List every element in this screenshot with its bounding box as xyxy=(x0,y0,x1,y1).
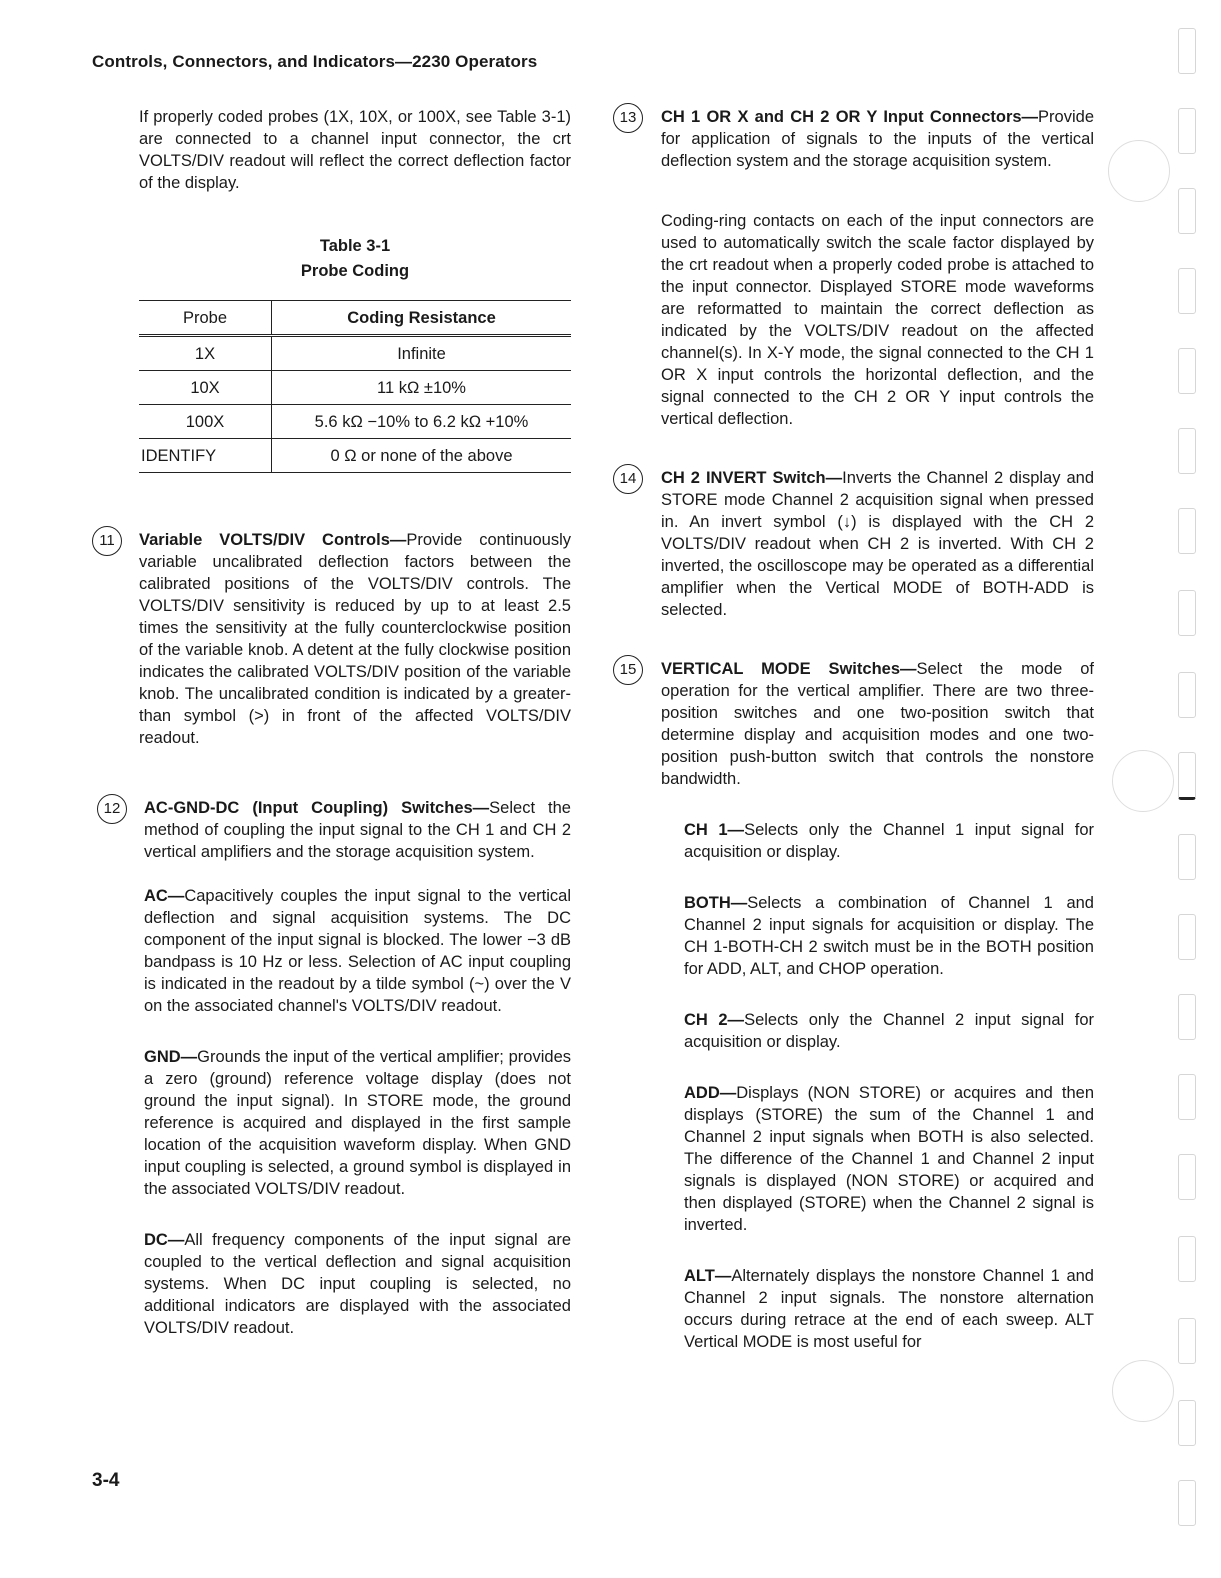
binder-tab xyxy=(1178,752,1196,800)
column-header-probe: Probe xyxy=(139,301,272,336)
definition-text: Displays (NON STORE) or acquires and then displays (STORE) the sum of the Channel 1 and Channel 2 input signals when BOTH is also selected. The difference of the Channel 1 and Channel 2 input signals is displayed (NON STORE) or acquired and then displayed (STORE) when the Channel 2 signal is inverted. xyxy=(684,1084,1094,1234)
coding-gnd-paragraph xyxy=(144,1046,571,1200)
table-title: Probe Coding xyxy=(300,262,410,280)
table-cell: 10X xyxy=(139,371,272,405)
definition-text: Alternately displays the nonstore Channel 1 and Channel 2 input signals. The nonstore alternation occurs during retrace at the end of each sweep. ALT Vertical MODE is most useful for xyxy=(684,1267,1094,1351)
item-title: CH 1 OR X and CH 2 OR Y Input Connectors— xyxy=(661,108,1039,126)
coding-dc-paragraph xyxy=(144,1229,571,1339)
binder-tab xyxy=(1178,672,1196,718)
definition-text: Selects only the Channel 1 input signal for acquisition or display. xyxy=(684,821,1094,861)
left-column xyxy=(99,106,571,1339)
table-number: Table 3-1 xyxy=(319,237,391,255)
table-row xyxy=(139,371,571,405)
item-number-badge: 13 xyxy=(613,103,643,133)
binder-tab xyxy=(1178,1400,1196,1446)
item-14 xyxy=(619,467,1094,621)
binder-tab xyxy=(1178,28,1196,74)
item-body: Select the method of coupling the input signal to the CH 1 and CH 2 vertical amplifiers and the storage acquisition system. xyxy=(144,799,571,861)
page-number: 3-4 xyxy=(92,1470,120,1491)
table-cell: IDENTIFY xyxy=(139,439,272,473)
table-row xyxy=(139,405,571,439)
item-15 xyxy=(619,658,1094,1353)
definition-text: All frequency components of the input signal are coupled to the vertical deflection and signal acquisition systems. When DC input coupling is selected, no additional indicators are displayed with the associated VOLTS/DIV readout. xyxy=(144,1231,571,1337)
binder-tab xyxy=(1178,1480,1196,1526)
item-body-continued: Coding-ring contacts on each of the input connectors are used to automatically switch the scale factor displayed by the crt readout when a properly coded probe is attached to the input connector. Displayed STORE mode waveforms are reformatted to maintain the correct deflection as indicated by the VOLTS/DIV readout on the affected channel(s). In X-Y mode, the signal connected to the CH 1 OR X input controls the horizontal deflection, and the signal connected to the CH 2 OR Y input controls the vertical deflection. xyxy=(661,212,1094,428)
item-body: Select the mode of operation for the vertical amplifier. There are two three-position switches and one two-position switch that determine display and acquisition modes and one two-position push-button switch that controls the nonstore bandwidth. xyxy=(661,660,1094,788)
binder-tab xyxy=(1178,108,1196,154)
intro-paragraph: If properly coded probes (1X, 10X, or 100X, see Table 3-1) are connected to a channel input connector, the crt VOLTS/DIV readout will reflect the correct deflection factor of the display. xyxy=(139,108,571,192)
binder-tab xyxy=(1178,834,1196,880)
item-title: CH 2 INVERT Switch— xyxy=(661,469,843,487)
coding-ac-paragraph xyxy=(144,885,571,1017)
term-dc: DC— xyxy=(144,1231,185,1249)
binder-tab xyxy=(1178,508,1196,554)
definition-text: Selects a combination of Channel 1 and Channel 2 input signals for acquisition or display. The CH 1-BOTH-CH 2 switch must be in the BOTH position for ADD, ALT, and CHOP operation. xyxy=(684,894,1094,978)
term-add: ADD— xyxy=(684,1084,737,1102)
item-12 xyxy=(103,797,571,1339)
table-cell: 11 kΩ ±10% xyxy=(377,379,466,397)
item-title: VERTICAL MODE Switches— xyxy=(661,660,917,678)
mode-both-paragraph xyxy=(684,892,1094,980)
item-title: Variable VOLTS/DIV Controls— xyxy=(139,531,407,549)
item-body: Provide continuously variable uncalibrated deflection factors between the calibrated positions of the VOLTS/DIV controls. The VOLTS/DIV sensitivity is reduced by up to at least 2.5 times the sensitivity at the fully counterclockwise position of the variable knob. A detent at the fully clockwise position indicates the calibrated VOLTS/DIV position of the variable knob. The uncalibrated condition is indicated by a greater-than symbol (>) in front of the affected VOLTS/DIV readout. xyxy=(139,531,571,747)
binder-tab xyxy=(1178,914,1196,960)
right-column xyxy=(614,106,1094,1353)
definition-text: Selects only the Channel 2 input signal for acquisition or display. xyxy=(684,1011,1094,1051)
binder-tab xyxy=(1178,1236,1196,1282)
item-body: Inverts the Channel 2 display and STORE mode Channel 2 acquisition signal when pressed in. An invert symbol (↓) is displayed with the CH 2 VOLTS/DIV readout when CH 2 is inverted. With CH 2 inverted, the oscilloscope may be operated as a differential amplifier when the Vertical MODE of BOTH-ADD is selected. xyxy=(661,469,1094,619)
binder-tab xyxy=(1178,268,1196,314)
term-ac: AC— xyxy=(144,887,185,905)
binder-tab xyxy=(1178,1318,1196,1364)
item-number-badge: 15 xyxy=(613,655,643,685)
term-ch1: CH 1— xyxy=(684,821,745,839)
table-header-row xyxy=(139,301,571,336)
term-gnd: GND— xyxy=(144,1048,198,1066)
term-ch2: CH 2— xyxy=(684,1011,745,1029)
table-cell: 100X xyxy=(139,405,272,439)
probe-coding-table xyxy=(139,300,571,473)
mode-alt-paragraph xyxy=(684,1265,1094,1353)
binder-hole xyxy=(1112,1360,1174,1422)
term-alt: ALT— xyxy=(684,1267,732,1285)
mode-ch1-paragraph xyxy=(684,819,1094,863)
binder-tab xyxy=(1178,994,1196,1040)
item-11 xyxy=(99,529,571,749)
term-both: BOTH— xyxy=(684,894,748,912)
binder-tab xyxy=(1178,428,1196,474)
mode-add-paragraph xyxy=(684,1082,1094,1236)
table-cell: 0 Ω or none of the above xyxy=(330,447,513,465)
mode-ch2-paragraph xyxy=(684,1009,1094,1053)
column-header-coding-resistance: Coding Resistance xyxy=(347,309,496,327)
table-caption xyxy=(139,234,571,284)
table-row xyxy=(139,439,571,473)
binder-tab xyxy=(1178,1154,1196,1200)
table-cell: 5.6 kΩ −10% to 6.2 kΩ +10% xyxy=(314,413,529,431)
table-row xyxy=(139,336,571,371)
binder-tab xyxy=(1178,188,1196,234)
table-cell: 1X xyxy=(139,336,272,371)
item-title: AC-GND-DC (Input Coupling) Switches— xyxy=(144,799,490,817)
binder-hole xyxy=(1112,750,1174,812)
definition-text: Grounds the input of the vertical amplifier; provides a zero (ground) reference voltage display (does not ground the input signal). In STORE mode, the ground reference is acquired and displayed in the first sample location of the acquisition waveform display. When GND input coupling is selected, a ground symbol is displayed in the associated VOLTS/DIV readout. xyxy=(144,1048,571,1198)
item-number-badge: 11 xyxy=(92,526,122,556)
binder-tab xyxy=(1178,1074,1196,1120)
table-cell: Infinite xyxy=(397,345,446,363)
binder-hole xyxy=(1108,140,1170,202)
definition-text: Capacitively couples the input signal to the vertical deflection and signal acquisition systems. The DC component of the input signal is blocked. The lower −3 dB bandpass is 10 Hz or less. Selection of AC input coupling is indicated in the readout by a tilde symbol (~) over the V on the associated channel's VOLTS/DIV readout. xyxy=(144,887,571,1015)
binder-tab xyxy=(1178,590,1196,636)
running-header: Controls, Connectors, and Indicators—2230 Operators xyxy=(92,52,538,71)
binder-tab xyxy=(1178,348,1196,394)
item-number-badge: 12 xyxy=(97,794,127,824)
item-body: Provide for application of signals to the inputs of the vertical deflection system and the storage acquisition system. xyxy=(661,108,1094,170)
item-13 xyxy=(619,106,1094,430)
item-number-badge: 14 xyxy=(613,464,643,494)
